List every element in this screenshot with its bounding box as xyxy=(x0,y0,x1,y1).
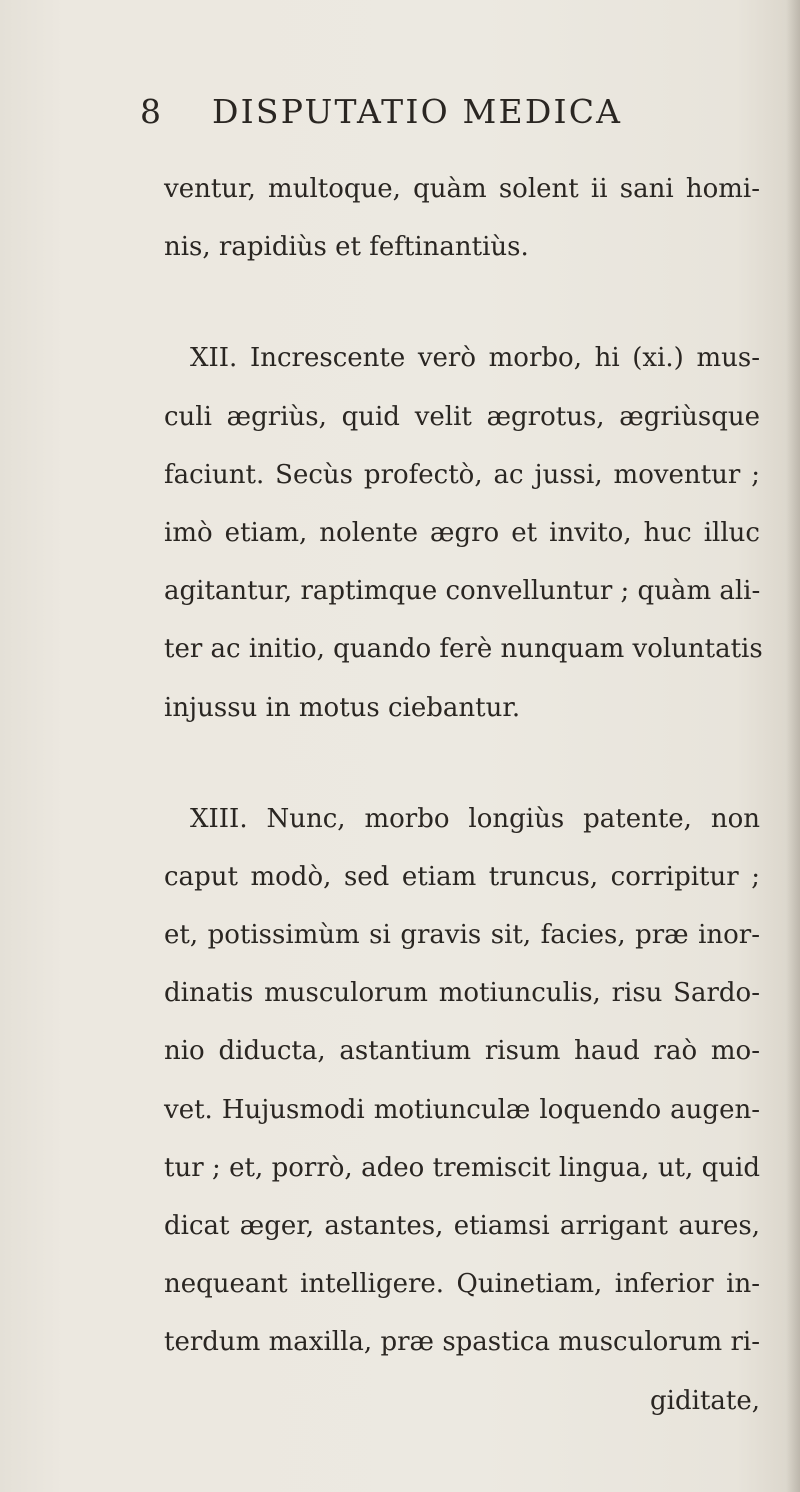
text-block xyxy=(164,160,763,1430)
text-line: nis, rapidiùs et feftinantiùs. xyxy=(164,232,529,263)
text-line: tur ; et, porrò, adeo tremiscit lingua, ut, quid xyxy=(164,1152,760,1183)
section-heading-line: XIII. Nunc, morbo longiùs patente, non xyxy=(190,803,760,834)
text-line: ter ac initio, quando ferè nunquam voluntatis xyxy=(164,634,763,665)
text-line: nio diducta, astantium risum haud raò mo- xyxy=(164,1036,760,1067)
text-line: et, potissimùm si gravis sit, facies, præ inor- xyxy=(164,920,760,951)
paragraph-continued xyxy=(164,160,760,276)
paragraph-gap xyxy=(164,276,760,329)
text-line: caput modò, sed etiam truncus, corripitur ; xyxy=(164,861,760,892)
text-line: imò etiam, nolente ægro et invito, huc illuc xyxy=(164,517,760,548)
text-line: nequeant intelligere. Quinetiam, inferior in- xyxy=(164,1269,760,1300)
page-number: 8 xyxy=(140,92,162,131)
text-line: vet. Hujusmodi motiunculæ loquendo augen- xyxy=(164,1094,760,1125)
section-xii xyxy=(164,329,763,736)
running-title: DISPUTATIO MEDICA xyxy=(212,92,623,131)
section-heading-line: XII. Increscente verò morbo, hi (xi.) mus- xyxy=(190,343,760,374)
section-xiii xyxy=(164,790,760,1372)
text-line: ventur, multoque, quàm solent ii sani homi- xyxy=(164,174,760,204)
catchword: giditate, xyxy=(650,1385,760,1416)
text-line: dicat æger, astantes, etiamsi arrigant aures, xyxy=(164,1211,760,1241)
page-header xyxy=(0,92,800,142)
paragraph-gap xyxy=(164,737,760,790)
text-line: faciunt. Secùs profectò, ac jussi, moventur ; xyxy=(164,459,760,490)
page-edge-shadow xyxy=(786,0,800,1492)
text-line: culi ægriùs, quid velit ægrotus, ægriùsque xyxy=(164,401,760,432)
text-line: injussu in motus ciebantur. xyxy=(164,692,521,723)
text-line: agitantur, raptimque convelluntur ; quàm ali- xyxy=(164,576,761,607)
text-line: dinatis musculorum motiunculis, risu Sardo- xyxy=(164,978,760,1009)
text-line: terdum maxilla, præ spastica musculorum ri- xyxy=(164,1327,760,1358)
